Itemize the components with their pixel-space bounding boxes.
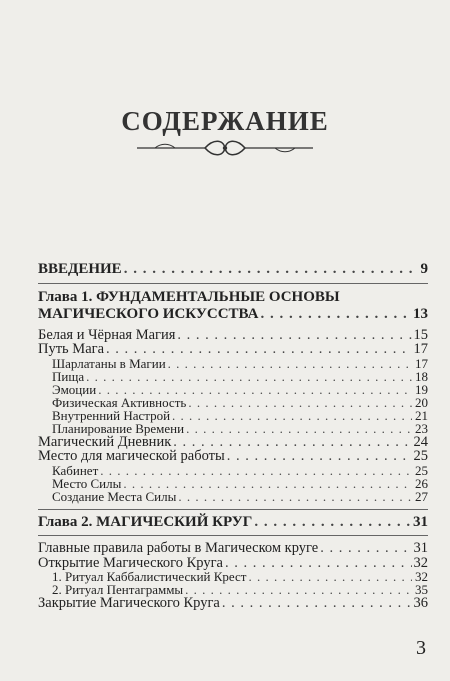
chapter-title-line: Глава 1. ФУНДАМЕНТАЛЬНЫЕ ОСНОВЫ — [38, 288, 340, 305]
toc-entry-title: Открытие Магического Круга — [38, 554, 223, 571]
toc-entry-page: 17 — [413, 341, 428, 357]
toc-entry-title: Место Силы — [52, 475, 122, 491]
toc-entry[interactable] — [38, 422, 428, 435]
dot-leader — [124, 262, 412, 277]
toc-entry-title: Магический Дневник — [38, 433, 172, 450]
toc-entry-page: 9 — [420, 261, 428, 277]
toc-entry[interactable] — [38, 357, 428, 370]
toc-entry-page: 24 — [413, 433, 428, 450]
toc-entry[interactable] — [38, 435, 428, 450]
dot-leader — [178, 490, 412, 503]
toc-entry[interactable] — [38, 556, 428, 571]
toc-entry-page: 35 — [415, 582, 428, 597]
toc-entry-page: 25 — [413, 448, 428, 464]
toc-entry-title: Шарлатаны в Магии — [52, 355, 166, 371]
toc-entry-page: 18 — [415, 368, 428, 384]
toc-entry-page: 32 — [413, 554, 428, 571]
toc-entry-title: Создание Места Силы — [52, 488, 177, 504]
toc-entry-title: Закрытие Магического Круга — [38, 595, 220, 611]
dot-leader — [260, 306, 411, 323]
toc-entry-intro[interactable] — [38, 262, 428, 277]
toc-entry[interactable] — [38, 396, 428, 409]
dot-leader — [173, 435, 411, 450]
toc-entry[interactable] — [38, 477, 428, 490]
toc-entry-title: 2. Ритуал Пентаграммы — [52, 582, 184, 597]
divider — [38, 535, 428, 536]
toc-entry-page: 21 — [415, 407, 428, 423]
toc-entry[interactable] — [38, 490, 428, 503]
dot-leader — [186, 422, 412, 435]
dot-leader — [254, 515, 411, 530]
toc-entry-title: 1. Ритуал Каббалистический Крест — [52, 569, 247, 584]
toc-entry-title: Кабинет — [52, 462, 99, 478]
toc-entry-title: Внутренний Настрой — [52, 407, 171, 423]
toc-entry-page: 25 — [415, 462, 428, 478]
divider — [38, 509, 428, 510]
dot-leader — [100, 464, 412, 477]
dot-leader — [320, 541, 411, 556]
toc-entry-page: 13 — [413, 305, 428, 322]
toc-entry-page: 23 — [415, 420, 428, 436]
dot-leader — [225, 556, 412, 571]
toc-chapter-1-heading[interactable] — [38, 289, 428, 323]
flourish-ornament-icon — [135, 137, 315, 159]
dot-leader — [168, 357, 412, 370]
toc-chapter-2-heading[interactable] — [38, 515, 428, 530]
toc-entry-title: Физическая Активность — [52, 394, 187, 410]
toc-entry[interactable] — [38, 464, 428, 477]
table-of-contents — [38, 262, 428, 611]
dot-leader — [188, 396, 412, 409]
toc-entry-title: Планирование Времени — [52, 420, 185, 436]
chapter-title-line: Глава 2. МАГИЧЕСКИЙ КРУГ — [38, 513, 253, 530]
toc-entry-page: 31 — [413, 540, 428, 556]
toc-entry-title: Главные правила работы в Магическом круге — [38, 540, 319, 556]
divider — [38, 283, 428, 284]
dot-leader — [227, 449, 412, 464]
toc-entry-page: 19 — [415, 381, 428, 397]
dot-leader — [106, 342, 411, 357]
dot-leader — [177, 328, 411, 343]
toc-entry[interactable] — [38, 328, 428, 343]
dot-leader — [248, 570, 412, 583]
toc-entry[interactable] — [38, 541, 428, 556]
toc-entry[interactable] — [38, 370, 428, 383]
toc-entry[interactable] — [38, 449, 428, 464]
toc-entry-title: Пища — [52, 368, 85, 384]
toc-entry[interactable] — [38, 409, 428, 422]
toc-entry-page: 27 — [415, 488, 428, 504]
toc-entry-title: Эмоции — [52, 381, 97, 397]
toc-entry-title: Белая и Чёрная Магия — [38, 326, 176, 343]
toc-entry-page: 20 — [415, 394, 428, 410]
page-heading: СОДЕРЖАНИЕ — [121, 106, 329, 136]
toc-entry-page: 26 — [415, 475, 428, 491]
dot-leader — [222, 596, 412, 611]
dot-leader — [172, 409, 412, 422]
page-number: 3 — [416, 637, 426, 659]
toc-entry[interactable] — [38, 596, 428, 611]
toc-entry-page: 15 — [413, 326, 428, 343]
toc-entry-title: Место для магической работы — [38, 448, 225, 464]
dot-leader — [98, 383, 412, 396]
toc-entry-title: ВВЕДЕНИЕ — [38, 261, 122, 277]
toc-entry-page: 32 — [415, 569, 428, 584]
toc-entry-title: Путь Мага — [38, 341, 105, 357]
chapter-title-line: МАГИЧЕСКОГО ИСКУССТВА — [38, 305, 259, 322]
toc-entry-page: 36 — [413, 595, 428, 611]
toc-entry-page: 31 — [413, 513, 428, 530]
toc-entry[interactable] — [38, 342, 428, 357]
dot-leader — [123, 477, 412, 490]
dot-leader — [86, 370, 412, 383]
toc-entry-page: 17 — [415, 355, 428, 371]
toc-entry[interactable] — [38, 383, 428, 396]
